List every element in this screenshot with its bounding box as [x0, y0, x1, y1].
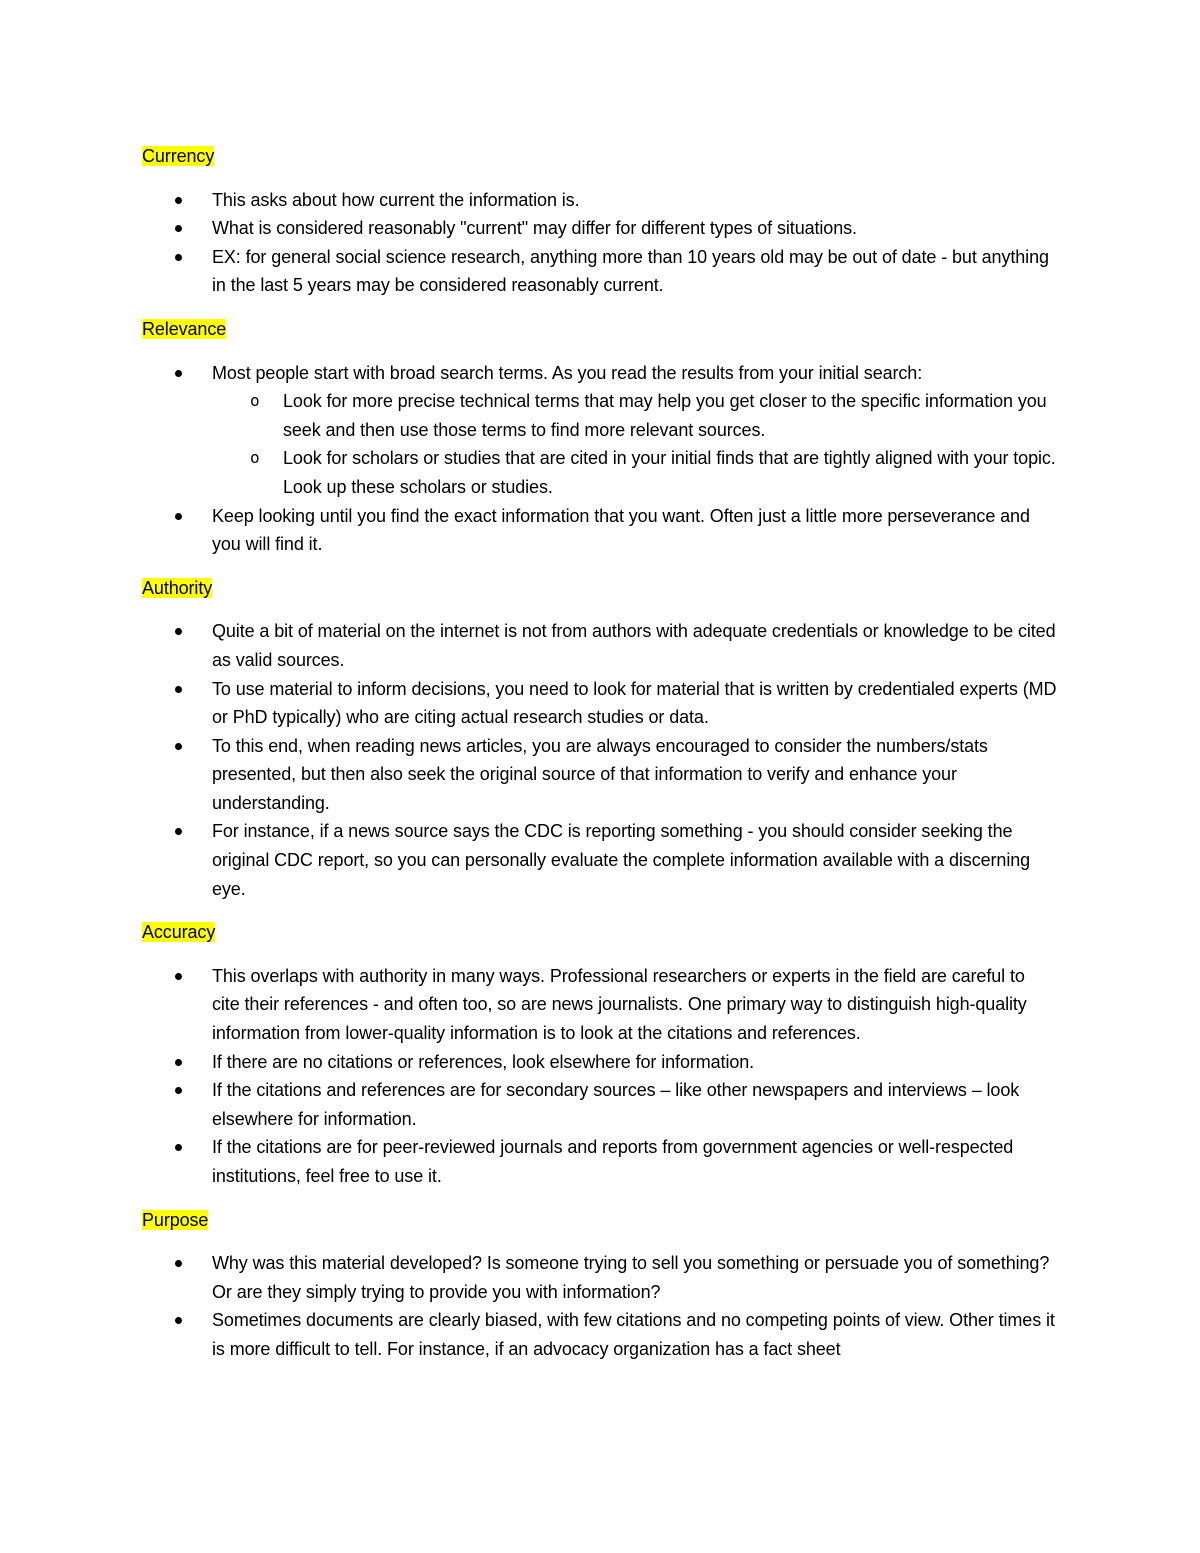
section-authority — [142, 617, 1057, 903]
list-item: Quite a bit of material on the internet is not from authors with adequate credentials or knowledge to be cited as valid sources. — [142, 617, 1057, 674]
list-item: This overlaps with authority in many ways. Professional researchers or experts in the field are careful to cite their references - and often too, so are news journalists. One primary way to distinguish high-quality information from lower-quality information is to look at the citations and references. — [142, 962, 1057, 1048]
list-item: To this end, when reading news articles, you are always encouraged to consider the numbers/stats presented, but then also seek the original source of that information to verify and enhance your understanding. — [142, 732, 1057, 818]
bullet-list — [142, 1249, 1057, 1363]
heading-text: Purpose — [142, 1209, 209, 1230]
heading-text: Relevance — [142, 318, 227, 339]
section-relevance — [142, 359, 1057, 559]
section-heading-authority — [142, 574, 1057, 603]
list-item: Keep looking until you find the exact information that you want. Often just a little more perseverance and you will find it. — [142, 502, 1057, 559]
sub-list-item: o Look for scholars or studies that are cited in your initial finds that are tightly aligned with your topic. Look up these scholars or studies. — [212, 444, 1057, 501]
list-item: To use material to inform decisions, you need to look for material that is written by credentialed experts (MD or PhD typically) who are citing actual research studies or data. — [142, 675, 1057, 732]
bullet-list — [142, 962, 1057, 1191]
list-item — [142, 359, 1057, 502]
bullet-list — [142, 186, 1057, 300]
list-item: EX: for general social science research, anything more than 10 years old may be out of date - but anything in the last 5 years may be considered reasonably current. — [142, 243, 1057, 300]
bullet-list — [142, 617, 1057, 903]
heading-text: Currency — [142, 146, 215, 166]
list-item-text: Most people start with broad search terms. As you read the results from your initial search: — [212, 362, 923, 383]
section-currency — [142, 186, 1057, 300]
bullet-list — [142, 359, 1057, 559]
section-heading-currency — [142, 142, 1057, 171]
list-item: Sometimes documents are clearly biased, with few citations and no competing points of view. Other times it is more difficult to tell. For instance, if an advocacy organization has a fact sheet — [142, 1306, 1057, 1363]
section-heading-purpose — [142, 1206, 1057, 1235]
list-item: Why was this material developed? Is someone trying to sell you something or persuade you of something? Or are they simply trying to provide you with information? — [142, 1249, 1057, 1306]
section-heading-accuracy — [142, 918, 1057, 947]
sub-bullet-list — [212, 387, 1057, 501]
section-purpose — [142, 1249, 1057, 1363]
heading-text: Authority — [142, 577, 213, 598]
heading-text: Accuracy — [142, 922, 216, 943]
list-item: If the citations are for peer-reviewed journals and reports from government agencies or well-respected institutions, feel free to use it. — [142, 1133, 1057, 1190]
section-heading-relevance — [142, 315, 1057, 344]
list-item: This asks about how current the information is. — [142, 186, 1057, 215]
list-item: If there are no citations or references, look elsewhere for information. — [142, 1048, 1057, 1077]
list-item: If the citations and references are for secondary sources – like other newspapers and interviews – look elsewhere for information. — [142, 1076, 1057, 1133]
list-item: What is considered reasonably "current" may differ for different types of situations. — [142, 214, 1057, 243]
sub-list-item: o Look for more precise technical terms that may help you get closer to the specific information you seek and then use those terms to find more relevant sources. — [212, 387, 1057, 444]
document-body — [142, 142, 1057, 1379]
list-item: For instance, if a news source says the CDC is reporting something - you should consider seeking the original CDC report, so you can personally evaluate the complete information available with a discerning eye. — [142, 817, 1057, 903]
section-accuracy — [142, 962, 1057, 1191]
